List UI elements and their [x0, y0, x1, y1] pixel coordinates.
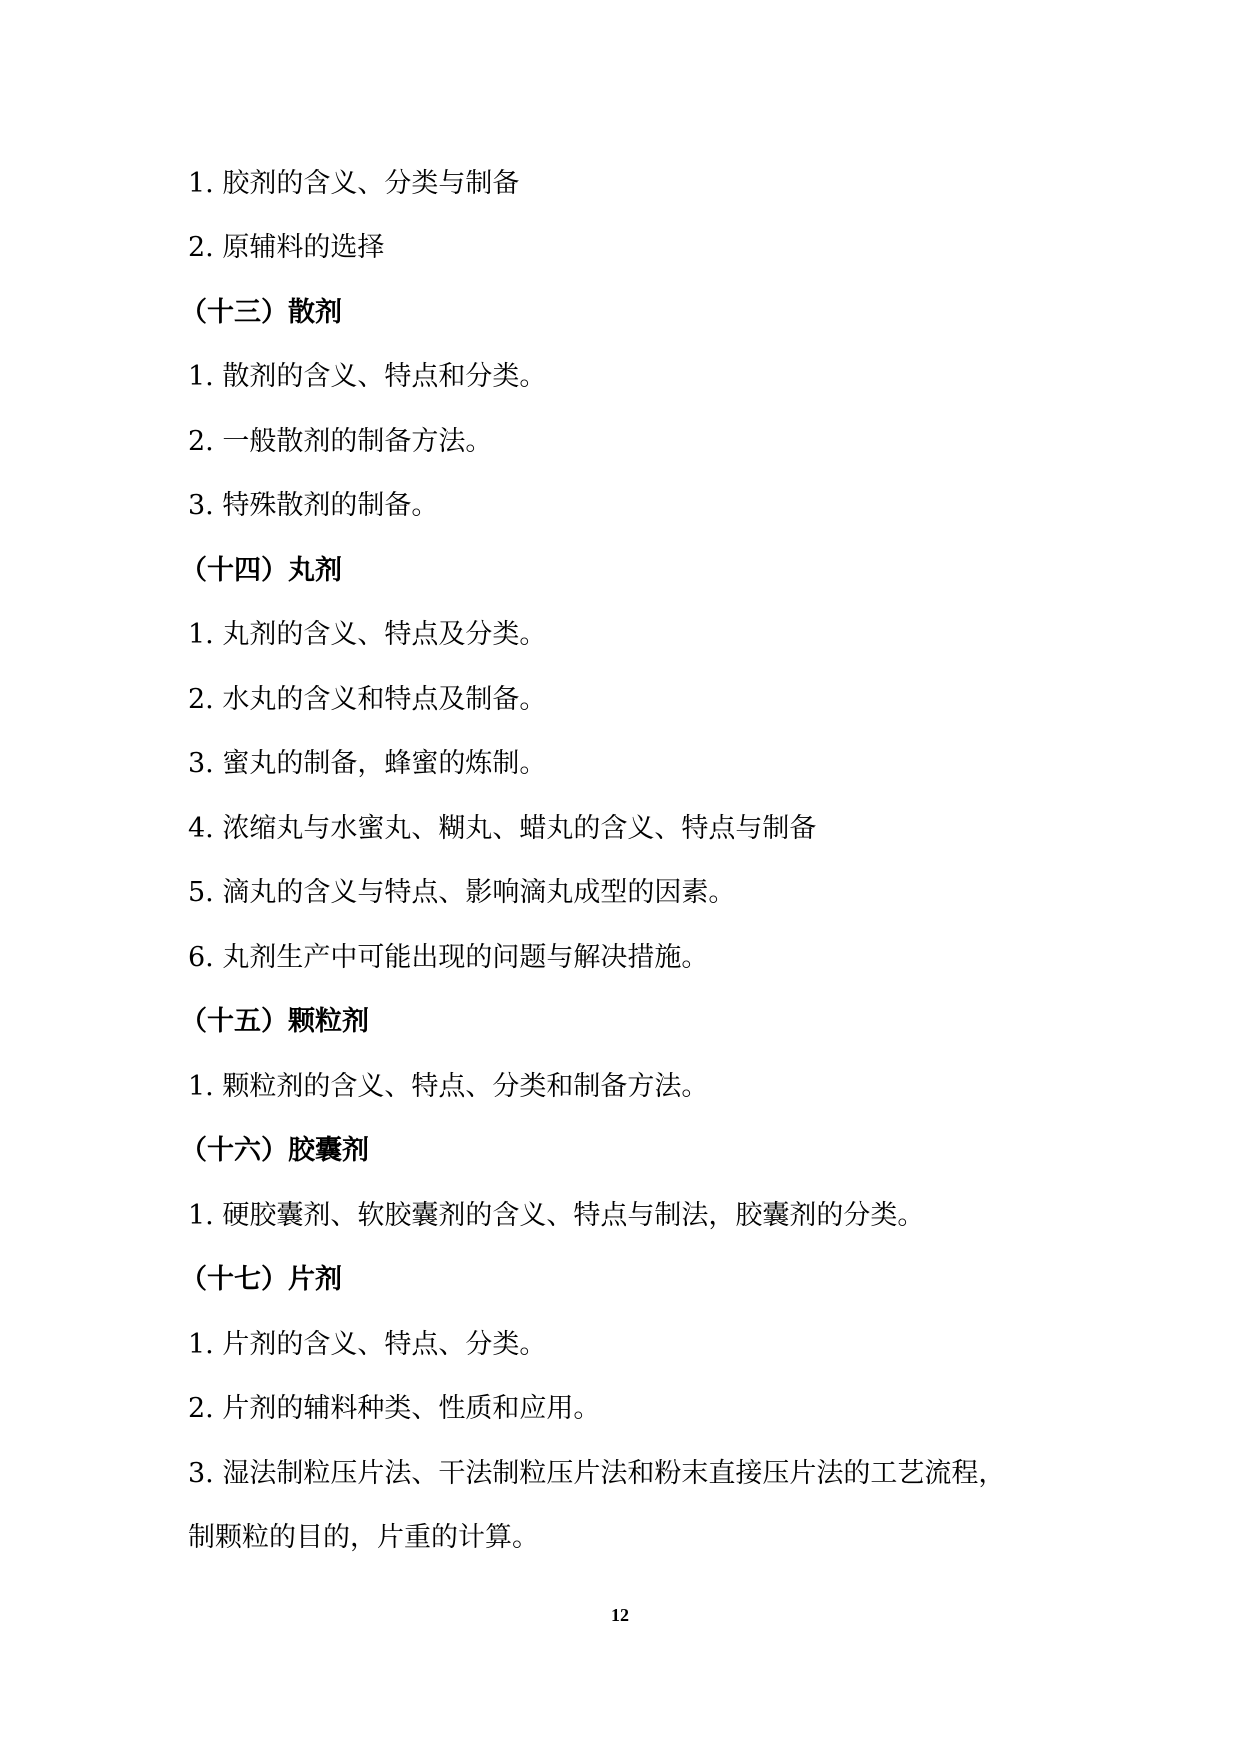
list-item: 1. 硬胶囊剂、软胶囊剂的含义、特点与制法，胶囊剂的分类。 [188, 1200, 925, 1231]
list-item: 4. 浓缩丸与水蜜丸、糊丸、蜡丸的含义、特点与制备 [188, 813, 817, 844]
section-heading: （十三）散剂 [180, 297, 342, 328]
list-item: 2. 原辅料的选择 [188, 232, 385, 263]
page-number: 12 [611, 1605, 629, 1625]
list-item: 3. 特殊散剂的制备。 [188, 490, 439, 521]
list-item: 6. 丸剂生产中可能出现的问题与解决措施。 [188, 942, 709, 973]
list-item: 5. 滴丸的含义与特点、影响滴丸成型的因素。 [188, 877, 736, 908]
list-item: 2. 片剂的辅料种类、性质和应用。 [188, 1393, 601, 1424]
list-item: 1. 散剂的含义、特点和分类。 [188, 361, 547, 392]
list-item: 1. 丸剂的含义、特点及分类。 [188, 619, 547, 650]
section-heading: （十五）颗粒剂 [180, 1006, 369, 1037]
section-heading: （十七）片剂 [180, 1264, 342, 1295]
section-heading: （十六）胶囊剂 [180, 1135, 369, 1166]
list-item: 3. 湿法制粒压片法、干法制粒压片法和粉末直接压片法的工艺流程， [188, 1458, 1006, 1489]
list-item: 2. 水丸的含义和特点及制备。 [188, 684, 547, 715]
list-item: 制颗粒的目的，片重的计算。 [188, 1522, 539, 1553]
list-item: 1. 片剂的含义、特点、分类。 [188, 1329, 547, 1360]
list-item: 1. 胶剂的含义、分类与制备 [188, 168, 520, 199]
section-heading: （十四）丸剂 [180, 555, 342, 586]
list-item: 3. 蜜丸的制备，蜂蜜的炼制。 [188, 748, 547, 779]
list-item: 2. 一般散剂的制备方法。 [188, 426, 493, 457]
list-item: 1. 颗粒剂的含义、特点、分类和制备方法。 [188, 1071, 709, 1102]
